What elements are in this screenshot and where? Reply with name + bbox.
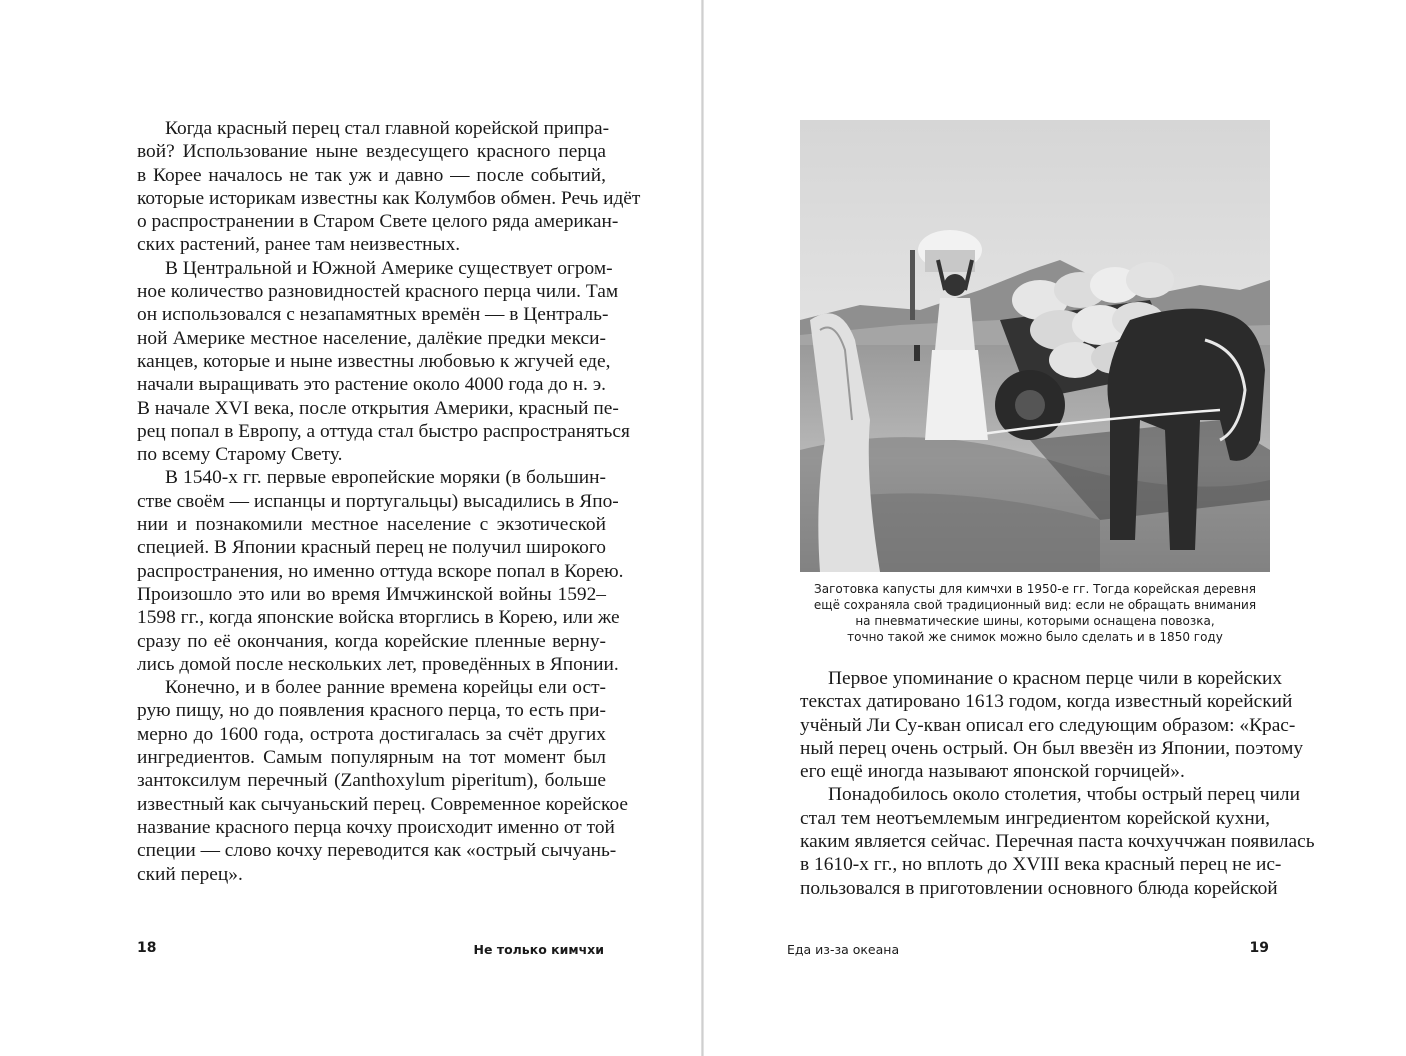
text-line: В 1540-х гг. первые европейские моряки (в большин-: [165, 467, 606, 489]
text-line: Конечно, и в более ранние времена корейцы ели ост-: [165, 677, 606, 699]
text-line: ских растений, ранее там неизвестных.: [137, 234, 461, 256]
text-line: ингредиентов. Самым популярным на тот момент был: [137, 747, 606, 769]
text-line: В Центральной и Южной Америке существует огром-: [165, 257, 613, 279]
text-line: мерно до 1600 года, острота достигалась за счёт других: [137, 723, 606, 745]
caption-line: точно такой же снимок можно было сделать и в 1850 году: [847, 630, 1223, 644]
caption-line: Заготовка капусты для кимчхи в 1950-е гг. Тогда корейская деревня: [814, 582, 1256, 596]
text-line: лись домой после нескольких лет, проведённых в Японии.: [137, 653, 619, 675]
text-line: учёный Ли Су-кван описал его следующим образом: «Крас-: [800, 714, 1296, 736]
text-line: канцев, которые и ныне известны любовью к жгучей еде,: [137, 350, 611, 372]
text-line: начали выращивать это растение около 4000 года до н. э.: [137, 374, 606, 396]
left-page-body: [137, 117, 641, 886]
text-line: о распространении в Старом Свете целого ряда американ-: [137, 211, 619, 233]
running-head-right: Еда из-за океана: [787, 942, 900, 957]
text-line: ный перец очень острый. Он был ввезён из Японии, поэтому: [800, 737, 1304, 759]
text-line: вой? Использование ныне вездесущего красного перца: [137, 141, 606, 163]
text-line: рец попал в Европу, а оттуда стал быстро распространяться: [137, 420, 630, 442]
text-line: рую пищу, но до появления красного перца, то есть при-: [137, 700, 606, 722]
text-line: каким является сейчас. Перечная паста кочхуччжан появилась: [800, 831, 1315, 853]
running-head-left: Не только кимчхи: [473, 942, 604, 957]
text-line: ной Америке местное население, далёкие предки мекси-: [137, 327, 606, 349]
photo-caption: [790, 581, 1280, 645]
text-line: которые историкам известны как Колумбов обмен. Речь идёт: [137, 187, 641, 209]
text-line: стал тем неотъемлемым ингредиентом корейской кухни,: [800, 807, 1270, 829]
photo-icon: [800, 120, 1270, 572]
caption-line: на пневматические шины, которыми оснащена повозка,: [855, 614, 1215, 628]
text-line: нии и познакомили местное население с экзотической: [137, 514, 606, 536]
text-line: Понадобилось около столетия, чтобы острый перец чили: [828, 784, 1300, 806]
text-line: Произошло это или во время Имчжинской войны 1592–: [137, 583, 606, 605]
text-line: стве своём — испанцы и португальцы) высадились в Япо-: [137, 490, 619, 512]
text-line: он использовался с незапамятных времён — в Централь-: [137, 304, 609, 326]
text-line: пользовался в приготовлении основного блюда корейской: [800, 877, 1278, 899]
text-line: ное количество разновидностей красного перца чили. Там: [137, 281, 619, 303]
text-line: зантоксилум перечный (Zanthoxylum piperitum), больше: [137, 770, 606, 792]
text-line: в Корее началось не так уж и давно — после событий,: [137, 164, 606, 186]
photo-cabbage-cart: [800, 120, 1270, 572]
caption-line: ещё сохраняла свой традиционный вид: если не обращать внимания: [813, 598, 1257, 612]
page-number-right: 19: [1249, 940, 1269, 956]
text-line: распространения, но именно оттуда вскоре попал в Корею.: [137, 560, 624, 582]
text-line: сразу по её окончания, когда корейские пленные верну-: [137, 630, 606, 652]
text-line: Когда красный перец стал главной корейской припра-: [165, 118, 610, 139]
right-page-body: [800, 667, 1315, 900]
text-line: ский перец».: [137, 863, 243, 885]
text-line: название красного перца кочху происходит именно от той: [137, 816, 615, 838]
text-line: в 1610-х гг., но вплоть до XVIII века красный перец не ис-: [800, 854, 1282, 876]
text-line: текстах датировано 1613 годом, когда известный корейский: [800, 691, 1293, 713]
text-line: 1598 гг., когда японские войска вторглись в Корею, или же: [137, 607, 620, 629]
text-line: по всему Старому Свету.: [137, 444, 343, 466]
text-line: его ещё иногда называют японской горчицей».: [800, 761, 1185, 783]
text-line: Первое упоминание о красном перце чили в корейских: [828, 668, 1283, 689]
text-line: специи — слово кочху переводится как «острый сычуань-: [137, 840, 617, 862]
page-number-left: 18: [137, 940, 157, 956]
text-line: известный как сычуаньский перец. Современное корейское: [137, 793, 629, 815]
text-line: специей. В Японии красный перец не получил широкого: [137, 537, 606, 559]
text-line: В начале XVI века, после открытия Америки, красный пе-: [137, 397, 619, 419]
